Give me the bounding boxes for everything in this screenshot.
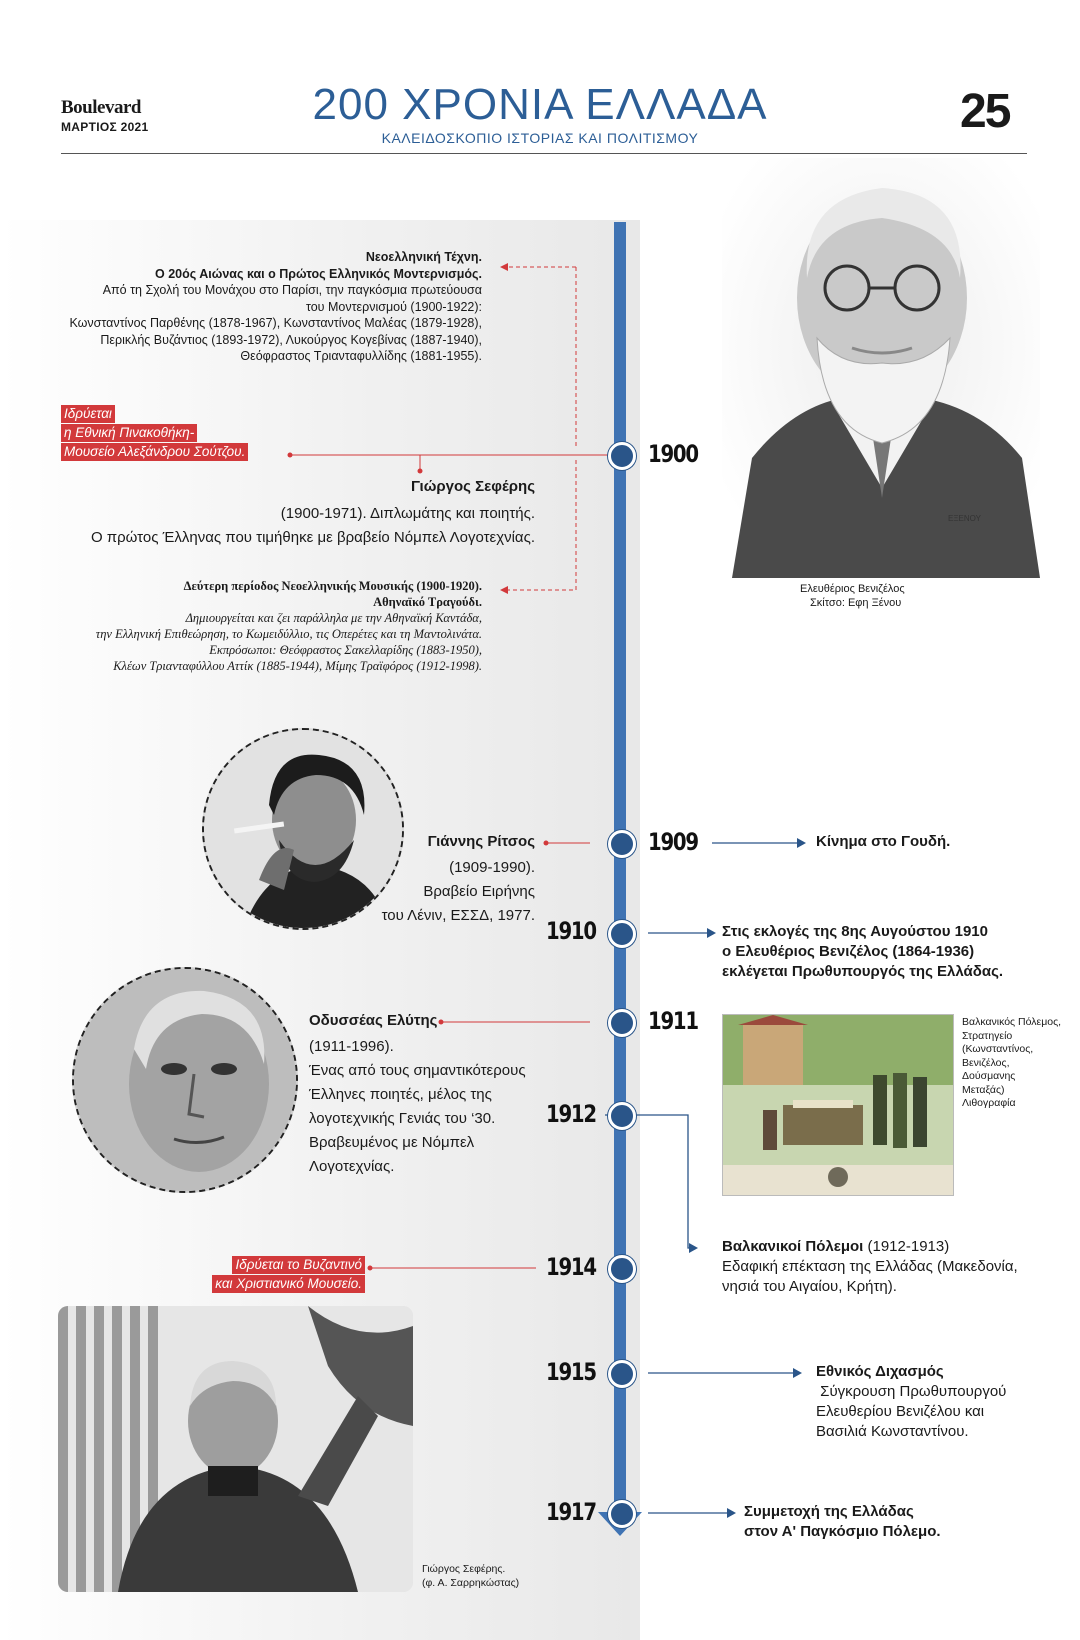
balkan-caption-3: (Κωνσταντίνος, xyxy=(962,1043,1034,1055)
arrow-art xyxy=(500,263,508,271)
art-line-3: Κωνσταντίνος Παρθένης (1878-1967), Κωνσταντίνος Μαλέας (1879-1928), xyxy=(69,316,482,330)
timeline-dot-1912 xyxy=(608,1102,636,1130)
arrow-dichasmos xyxy=(793,1368,802,1378)
seferis-photo xyxy=(58,1306,413,1592)
balkan-caption-5: Δούσμανης xyxy=(962,1070,1016,1082)
venizelos-caption xyxy=(800,582,905,610)
timeline-axis xyxy=(614,222,626,1517)
music-line-4: Κλέων Τριανταφύλλου Αττίκ (1885-1944), Μίμης Τραϊφόρος (1912-1998). xyxy=(113,659,482,673)
elytis-name: Οδυσσέας Ελύτης xyxy=(309,1012,438,1029)
balkan-wars-line2: νησιά του Αιγαίου, Κρήτη). xyxy=(722,1278,897,1295)
page-subtitle: ΚΑΛΕΙΔΟΣΚΟΠΙΟ ΙΣΤΟΡΙΑΣ ΚΑΙ ΠΟΛΙΤΙΣΜΟΥ xyxy=(381,130,699,146)
balkan-caption-4: Βενιζέλος, xyxy=(962,1056,1010,1069)
year-1915: 1915 xyxy=(546,1358,596,1386)
dot-ritsos xyxy=(544,841,549,846)
year-1911: 1911 xyxy=(648,1007,698,1035)
gallery-tag xyxy=(61,405,248,462)
timeline-dot-1900 xyxy=(608,442,636,470)
gallery-tag-line1: Ιδρύεται xyxy=(61,405,115,423)
balkan-caption xyxy=(962,1016,1074,1111)
ritsos-block xyxy=(235,832,535,928)
music-line-3: Εκπρόσωποι: Θεόφραστος Σακελλαρίδης (1883-1950), xyxy=(209,643,482,657)
byzantine-tag-line1: Ιδρύεται το Βυζαντινό xyxy=(232,1256,365,1274)
dichasmos-line3: Βασιλιά Κωνσταντίνου. xyxy=(816,1423,969,1440)
page-number: 25 xyxy=(960,85,1010,138)
art-title-2: Ο 20ός Αιώνας και ο Πρώτος Ελληνικός Μοντερνισμός. xyxy=(155,266,482,281)
seferis-line1: (1900-1971). Διπλωμάτης και ποιητής. xyxy=(280,505,535,522)
arrow-balkan xyxy=(689,1243,698,1253)
elytis-photo xyxy=(72,967,298,1193)
seferis-photo-caption xyxy=(422,1562,519,1590)
music-line-2: την Ελληνική Επιθεώρηση, το Κωμειδύλλιο, τις Οπερέτες και τη Μαντολινάτα. xyxy=(95,627,482,641)
art-line-2: του Μοντερνισμού (1900-1922): xyxy=(305,299,482,314)
year-1914: 1914 xyxy=(546,1253,596,1281)
balkan-wars-line1: Εδαφική επέκταση της Ελλάδας (Μακεδονία, xyxy=(722,1258,1018,1275)
elytis-line6: Λογοτεχνίας. xyxy=(309,1158,395,1175)
art-title-1: Νεοελληνική Τέχνη. xyxy=(365,250,482,264)
balkan-wars-event xyxy=(722,1237,1018,1297)
sketch-signature: ΕΞΕΝΟΥ xyxy=(948,514,981,523)
venizelos-caption-line2: Σκίτσο: Εφη Ξένου xyxy=(810,597,902,609)
elections-line1: Στις εκλογές της 8ης Αυγούστου 1910 xyxy=(722,923,988,940)
elytis-line1: (1911-1996). xyxy=(309,1038,394,1055)
timeline-dot-1909 xyxy=(608,830,636,858)
art-line-5: Θεόφραστος Τριανταφυλλίδης (1881-1955). xyxy=(240,349,482,363)
music-block xyxy=(2,578,482,674)
dot-byzantine xyxy=(368,1266,373,1271)
ww1-line1: Συμμετοχή της Ελλάδας xyxy=(744,1503,914,1520)
balkan-caption-2: Στρατηγείο xyxy=(962,1029,1013,1042)
timeline-dot-1917 xyxy=(608,1500,636,1528)
elections-line2: ο Ελευθέριος Βενιζέλος (1864-1936) xyxy=(722,943,975,960)
music-title-1: Δεύτερη περίοδος Νεοελληνικής Μουσικής (1900-1920). xyxy=(183,579,482,593)
elections-line3: εκλέγεται Πρωθυπουργός της Ελλάδας. xyxy=(722,963,1004,980)
year-1912: 1912 xyxy=(546,1100,596,1128)
timeline-dot-1911 xyxy=(608,1009,636,1037)
ritsos-line2: Βραβείο Ειρήνης xyxy=(423,883,535,900)
dichasmos-line2: Ελευθερίου Βενιζέλου και xyxy=(816,1403,985,1420)
ritsos-name: Γιάννης Ρίτσος xyxy=(427,833,535,850)
balkan-caption-6: Μεταξάς) xyxy=(962,1083,1005,1096)
art-line-4: Περικλής Βυζάντιος (1893-1972), Λυκούργος Κογεβίνας (1887-1940), xyxy=(100,332,482,347)
byzantine-tag-line2: και Χριστιανικό Μουσείο. xyxy=(212,1275,365,1293)
seferis-line2: Ο πρώτος Έλληνας που τιμήθηκε με βραβείο Νόμπελ Λογοτεχνίας. xyxy=(90,529,535,546)
year-1910: 1910 xyxy=(546,917,596,945)
ritsos-line1: (1909-1990). xyxy=(449,859,535,876)
balkan-wars-dates: (1912-1913) xyxy=(863,1238,950,1255)
dot-gallery xyxy=(288,453,293,458)
arrow-ww1 xyxy=(727,1508,736,1518)
page-title: 200 ΧΡΟΝΙΑ ΕΛΛΑΔΑ xyxy=(312,80,768,129)
art-line-1: Από τη Σχολή του Μονάχου στο Παρίσι, την παγκόσμια πρωτεύουσα xyxy=(102,283,482,297)
elytis-line4: λογοτεχνικής Γενιάς του ‘30. xyxy=(309,1110,496,1127)
gallery-tag-line3: Μουσείο Αλεξάνδρου Σούτζου. xyxy=(61,443,248,461)
timeline-dot-1910 xyxy=(608,920,636,948)
arrow-music xyxy=(500,586,508,594)
balkan-lithograph xyxy=(722,1014,954,1196)
goudi-event: Κίνημα στο Γουδή. xyxy=(816,833,951,850)
issue-date: ΜΑΡΤΙΟΣ 2021 xyxy=(61,120,149,134)
dichasmos-event xyxy=(816,1362,1006,1442)
brand-logo: Boulevard xyxy=(61,97,141,118)
ritsos-line3: του Λένιν, ΕΣΣΔ, 1977. xyxy=(381,907,535,924)
music-line-1: Δημιουργείται και ζει παράλληλα με την Αθηναϊκή Καντάδα, xyxy=(185,611,482,625)
arrow-goudi xyxy=(797,838,806,848)
year-1909: 1909 xyxy=(648,828,698,856)
seferis-photo-caption-1: Γιώργος Σεφέρης. xyxy=(422,1563,506,1575)
year-1900: 1900 xyxy=(648,440,698,468)
ww1-event xyxy=(744,1502,941,1542)
ww1-line2: στον Α' Παγκόσμιο Πόλεμο. xyxy=(744,1523,941,1540)
venizelos-caption-line1: Ελευθέριος Βενιζέλος xyxy=(800,583,905,595)
venizelos-portrait xyxy=(722,158,1040,578)
dichasmos-line1: Σύγκρουση Πρωθυπουργού xyxy=(816,1383,1007,1400)
timeline-dot-1914 xyxy=(608,1255,636,1283)
balkan-caption-7: Λιθογραφία xyxy=(962,1097,1016,1109)
elytis-block xyxy=(309,1011,569,1179)
byzantine-tag xyxy=(185,1256,365,1294)
gallery-tag-line2: η Εθνική Πινακοθήκη- xyxy=(61,424,197,442)
balkan-caption-1: Βαλκανικός Πόλεμος, xyxy=(962,1016,1062,1028)
seferis-photo-caption-2: (φ. Α. Σαρρηκώστας) xyxy=(422,1577,520,1589)
dichasmos-title: Εθνικός Διχασμός xyxy=(816,1363,944,1380)
elytis-line2: Ένας από τους σημαντικότερους xyxy=(309,1062,526,1079)
elections-event xyxy=(722,922,1003,982)
elytis-line5: Βραβευμένος με Νόμπελ xyxy=(309,1134,475,1151)
music-title-2: Αθηναϊκό Τραγούδι. xyxy=(373,595,482,609)
arrow-elections xyxy=(707,928,716,938)
timeline-dot-1915 xyxy=(608,1360,636,1388)
elytis-line3: Έλληνες ποιητές, μέλος της xyxy=(309,1086,492,1103)
seferis-name: Γιώργος Σεφέρης xyxy=(411,478,535,495)
seferis-block xyxy=(15,476,535,550)
dot-seferis xyxy=(418,469,423,474)
year-1917: 1917 xyxy=(546,1498,596,1526)
art-block xyxy=(2,249,482,365)
connector-seferis xyxy=(420,455,576,470)
balkan-wars-title: Βαλκανικοί Πόλεμοι xyxy=(722,1238,864,1255)
